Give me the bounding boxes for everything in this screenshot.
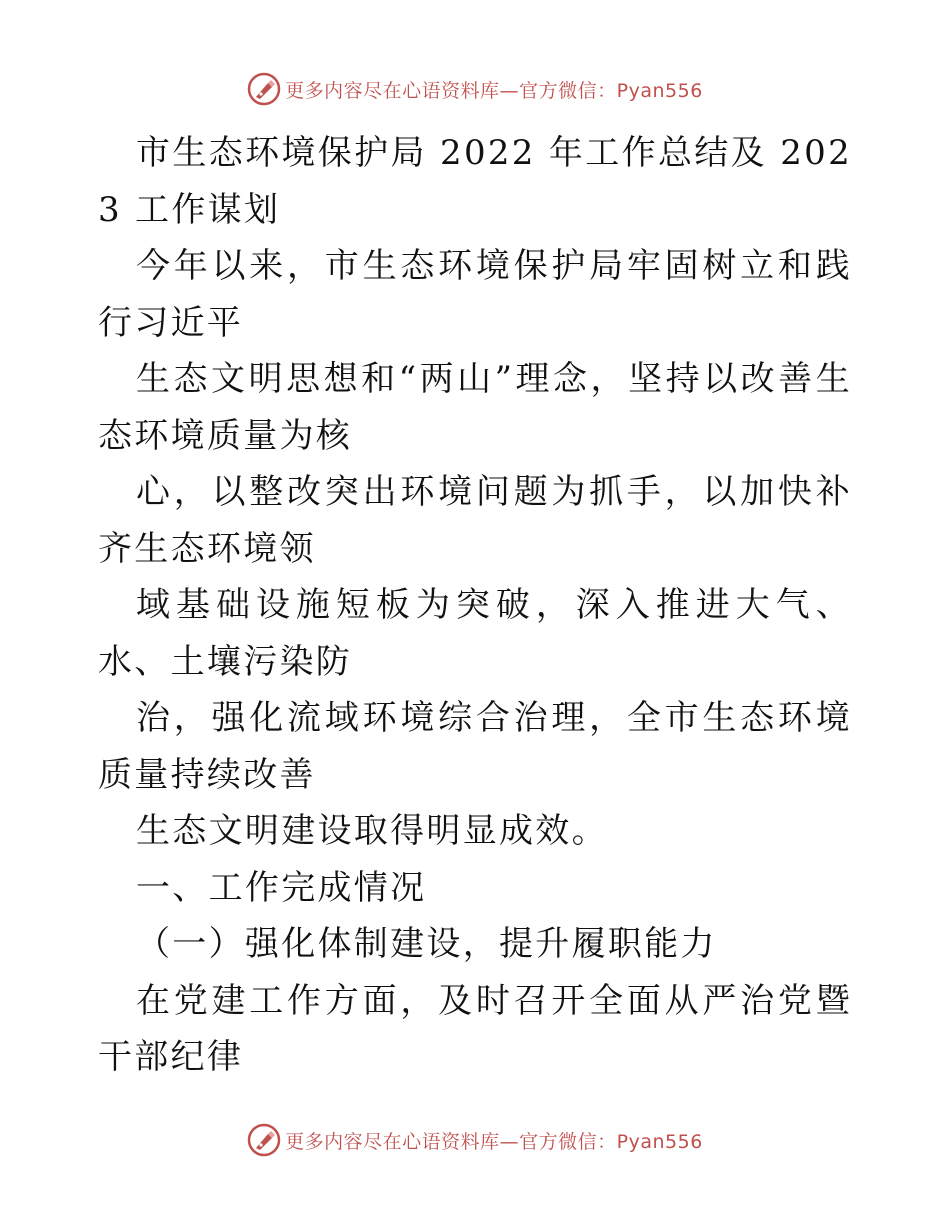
paragraph: 治，强化流域环境综合治理，全市生态环境质量持续改善: [98, 698, 852, 795]
paragraph: 心，以整改突出环境问题为抓手，以加快补齐生态环境领: [98, 472, 852, 569]
footer-watermark: [0, 1120, 950, 1160]
header-watermark: [0, 69, 950, 109]
paragraph: 生态文明建设取得明显成效。: [136, 811, 608, 851]
section-heading: 一、工作完成情况: [136, 867, 427, 908]
watermark-text: 更多内容尽在心语资料库—官方微信：Pyan556: [285, 79, 703, 102]
paragraph: 生态文明思想和“两山”理念，坚持以改善生态环境质量为核: [98, 359, 852, 456]
pen-nib-logo-icon: [247, 72, 281, 106]
paragraph: 在党建工作方面，及时召开全面从严治党暨干部纪律: [98, 980, 852, 1077]
paragraph: 今年以来，市生态环境保护局牢固树立和践行习近平: [98, 246, 852, 343]
paragraph: 域基础设施短板为突破，深入推进大气、水、土壤污染防: [98, 585, 852, 682]
document-body: [98, 125, 852, 1086]
watermark-text: 更多内容尽在心语资料库—官方微信：Pyan556: [285, 1130, 703, 1153]
document-title: 市生态环境保护局 2022 年工作总结及 2023 工作谋划: [98, 133, 852, 230]
subsection-heading: （一）强化体制建设，提升履职能力: [136, 924, 717, 964]
pen-nib-logo-icon: [247, 1123, 281, 1157]
